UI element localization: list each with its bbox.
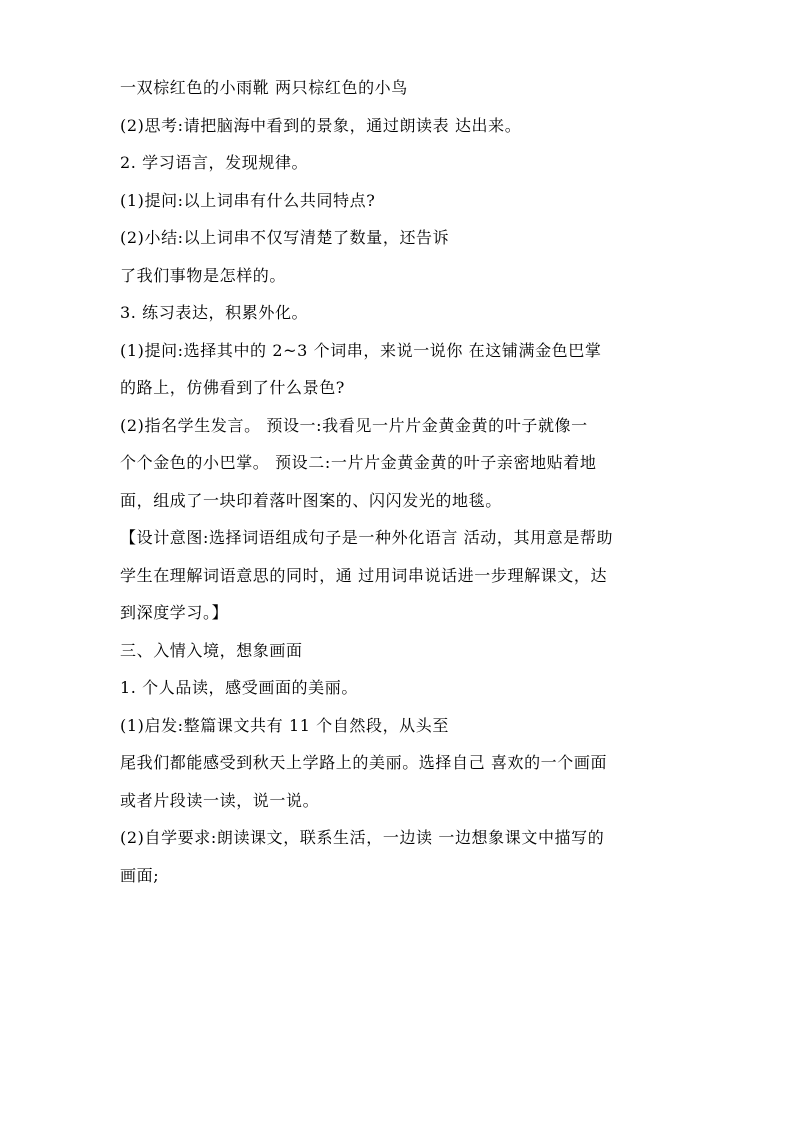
text-line-6: 了我们事物是怎样的。 [120, 265, 287, 285]
text-line-17: 1. 个人品读，感受画面的美丽。 [120, 678, 358, 697]
text-line-10: (2)指名学生发言。 预设一:我看见一片片金黄金黄的叶子就像一 [120, 415, 588, 435]
text-line-2: (2)思考:请把脑海中看到的景象，通过朗读表 达出来。 [120, 115, 522, 135]
text-line-4: (1)提问:以上词串有什么共同特点? [120, 190, 376, 210]
text-line-19: 尾我们都能感受到秋天上学路上的美丽。选择自己 喜欢的一个画面 [120, 753, 608, 772]
text-line-3: 2. 学习语言，发现规律。 [120, 153, 309, 172]
text-line-18: (1)启发:整篇课文共有 11 个自然段，从头至 [120, 715, 449, 735]
document-page [120, 78, 680, 903]
text-line-14: 学生在理解词语意思的同时，通 过用词串说话进一步理解课文，达 [120, 565, 608, 585]
text-line-15: 到深度学习。】 [120, 603, 229, 622]
text-line-16: 三、入情入境，想象画面 [120, 640, 303, 660]
text-line-9: 的路上，仿佛看到了什么景色? [120, 378, 345, 397]
text-line-1: 一双棕红色的小雨靴 两只棕红色的小鸟 [120, 78, 408, 97]
text-line-12: 面，组成了一块印着落叶图案的、闪闪发光的地毯。 [120, 490, 502, 510]
text-line-22: 画面; [120, 865, 160, 885]
text-line-8: (1)提问:选择其中的 2~3 个词串，来说一说你 在这铺满金色巴掌 [120, 340, 602, 360]
text-line-11: 个个金色的小巴掌。 预设二:一片片金黄金黄的叶子亲密地贴着地 [120, 453, 597, 472]
text-line-13: 【设计意图:选择词语组成句子是一种外化语言 活动，其用意是帮助 [120, 528, 614, 547]
text-line-5: (2)小结:以上词串不仅写清楚了数量，还告诉 [120, 228, 450, 247]
text-line-20: 或者片段读一读，说一说。 [120, 790, 320, 810]
text-line-7: 3. 练习表达，积累外化。 [120, 303, 309, 322]
text-line-21: (2)自学要求:朗读课文，联系生活，一边读 一边想象课文中描写的 [120, 828, 605, 847]
